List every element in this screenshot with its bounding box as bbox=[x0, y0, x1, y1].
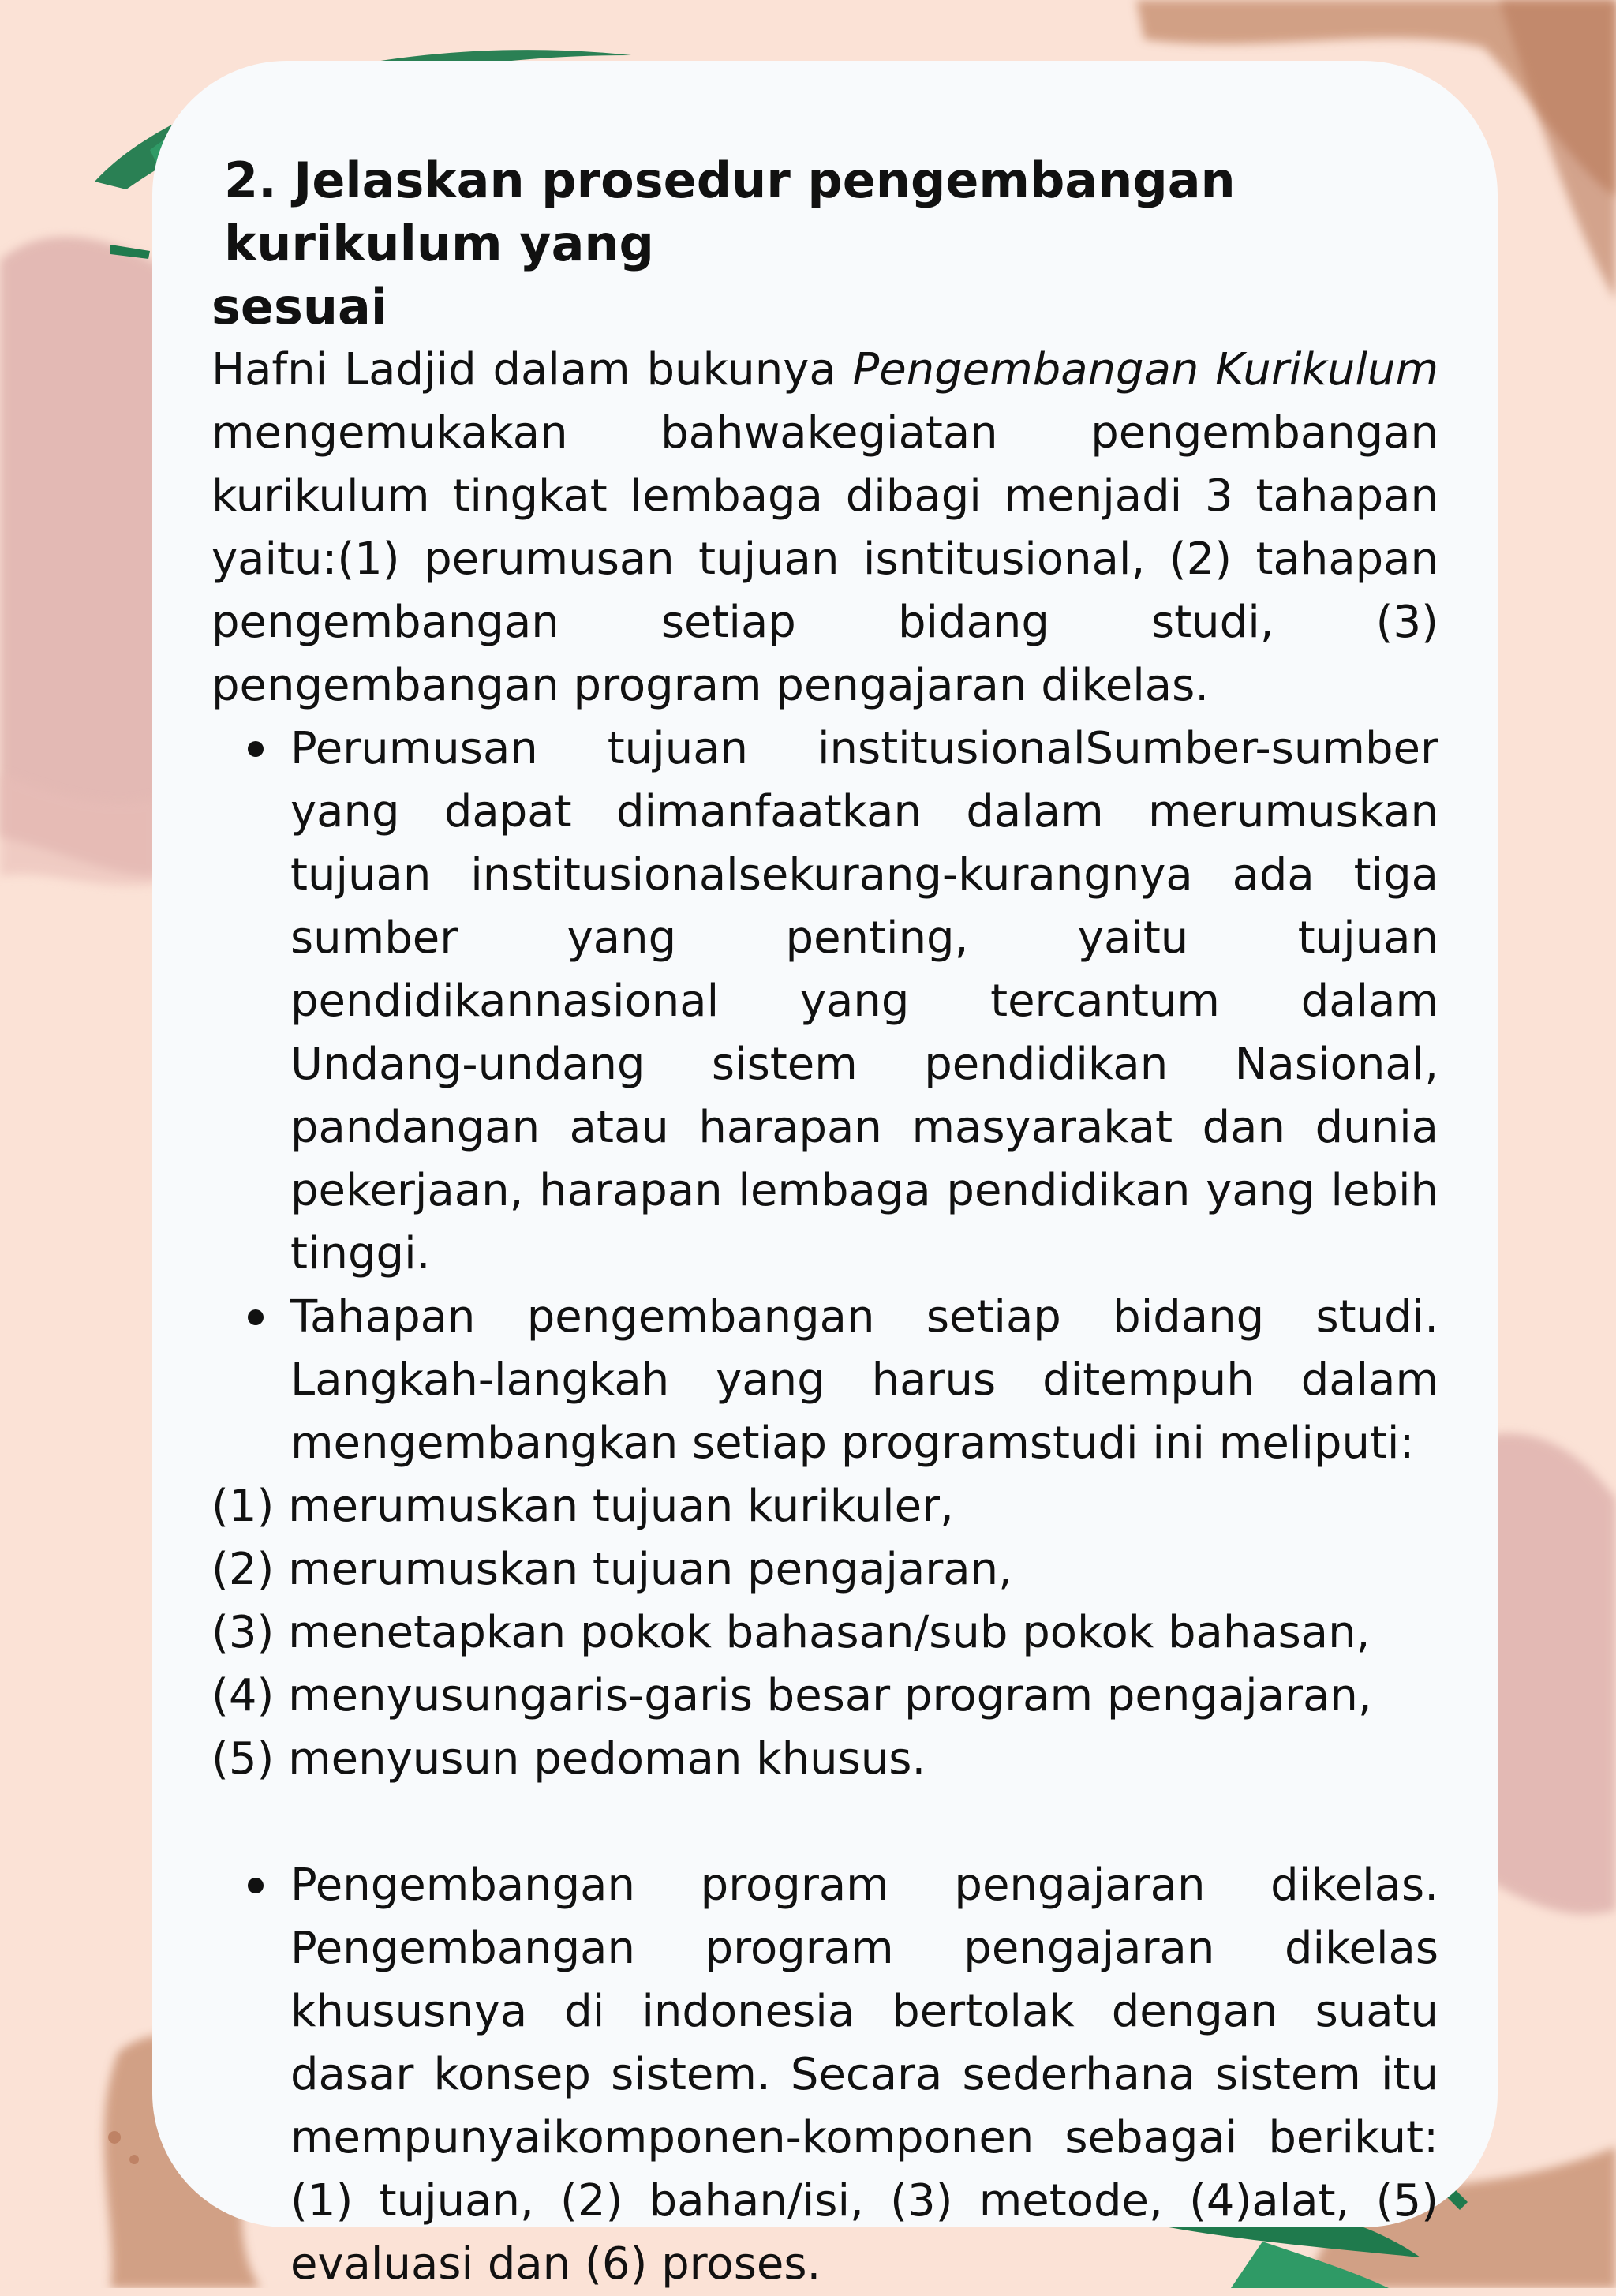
bullet-list bbox=[211, 717, 1438, 1475]
pink-watercolor-right bbox=[1483, 1433, 1616, 1914]
bullet-text: Perumusan tujuan institusionalSumber-sumber yang dapat dimanfaatkan dalam merumuskan tujuan institusionalsekurang-kurangnya ada tiga sumber yang penting, yaitu tujuan pendidikannasional yang tercantum dalam Undang-undang sistem pendidikan Nasional, pandangan atau harapan masyarakat dan dunia pekerjaan, harapan lembaga pendidikan yang lebih tinggi. bbox=[290, 723, 1438, 1279]
content-card bbox=[152, 61, 1498, 2290]
bullet-item-program-pengajaran bbox=[211, 1854, 1438, 2296]
question-title-line1: 2. Jelaskan prosedur pengembangan kurikulum yang bbox=[224, 152, 1236, 272]
bullet-list-final bbox=[211, 1854, 1438, 2296]
bullet-item-bidang-studi bbox=[211, 1286, 1438, 1475]
bullet-icon bbox=[248, 1878, 264, 1893]
steps-list bbox=[211, 1475, 1438, 1791]
intro-text-after: mengemukakan bahwakegiatan pengembangan kurikulum tingkat lembaga dibagi menjadi 3 tahapan yaitu:(1) perumusan tujuan isntitusional, (2) tahapan pengembangan setiap bidang studi, (3) pengembangan program pengajaran dikelas. bbox=[211, 407, 1438, 711]
step-item: (5) menyusun pedoman khusus. bbox=[211, 1733, 926, 1785]
bullet-item-tujuan-institusional bbox=[211, 717, 1438, 1286]
spacer bbox=[211, 1791, 1438, 1854]
step-item: (1) merumuskan tujuan kurikuler, bbox=[211, 1481, 954, 1532]
bullet-text: Pengembangan program pengajaran dikelas. Pengembangan program pengajaran dikelas khususnya di indonesia bertolak dengan suatu dasar konsep sistem. Secara sederhana sistem itu mempunyaikomponen-komponen sebagai berikut: (1) tujuan, (2) bahan/isi, (3) metode, (4)alat, (5) evaluasi dan (6) proses. bbox=[290, 1860, 1438, 2290]
book-title: Pengembangan Kurikulum bbox=[852, 344, 1438, 395]
intro-paragraph bbox=[211, 339, 1438, 717]
step-item: (3) menetapkan pokok bahasan/sub pokok bahasan, bbox=[211, 1607, 1371, 1658]
bullet-icon bbox=[248, 1309, 264, 1325]
question-title-line2: sesuai bbox=[211, 278, 388, 335]
bullet-text: Tahapan pengembangan setiap bidang studi. Langkah-langkah yang harus ditempuh dalam mengembangkan setiap programstudi ini meliputi: bbox=[290, 1291, 1438, 1469]
intro-text-before: Hafni Ladjid dalam bukunya bbox=[211, 344, 853, 395]
question-title bbox=[211, 149, 1438, 339]
step-item: (2) merumuskan tujuan pengajaran, bbox=[211, 1544, 1012, 1595]
brown-watercolor-top-right-2 bbox=[1499, 0, 1616, 300]
bullet-icon bbox=[248, 741, 264, 757]
step-item: (4) menyusungaris-garis besar program pengajaran, bbox=[211, 1670, 1372, 1721]
